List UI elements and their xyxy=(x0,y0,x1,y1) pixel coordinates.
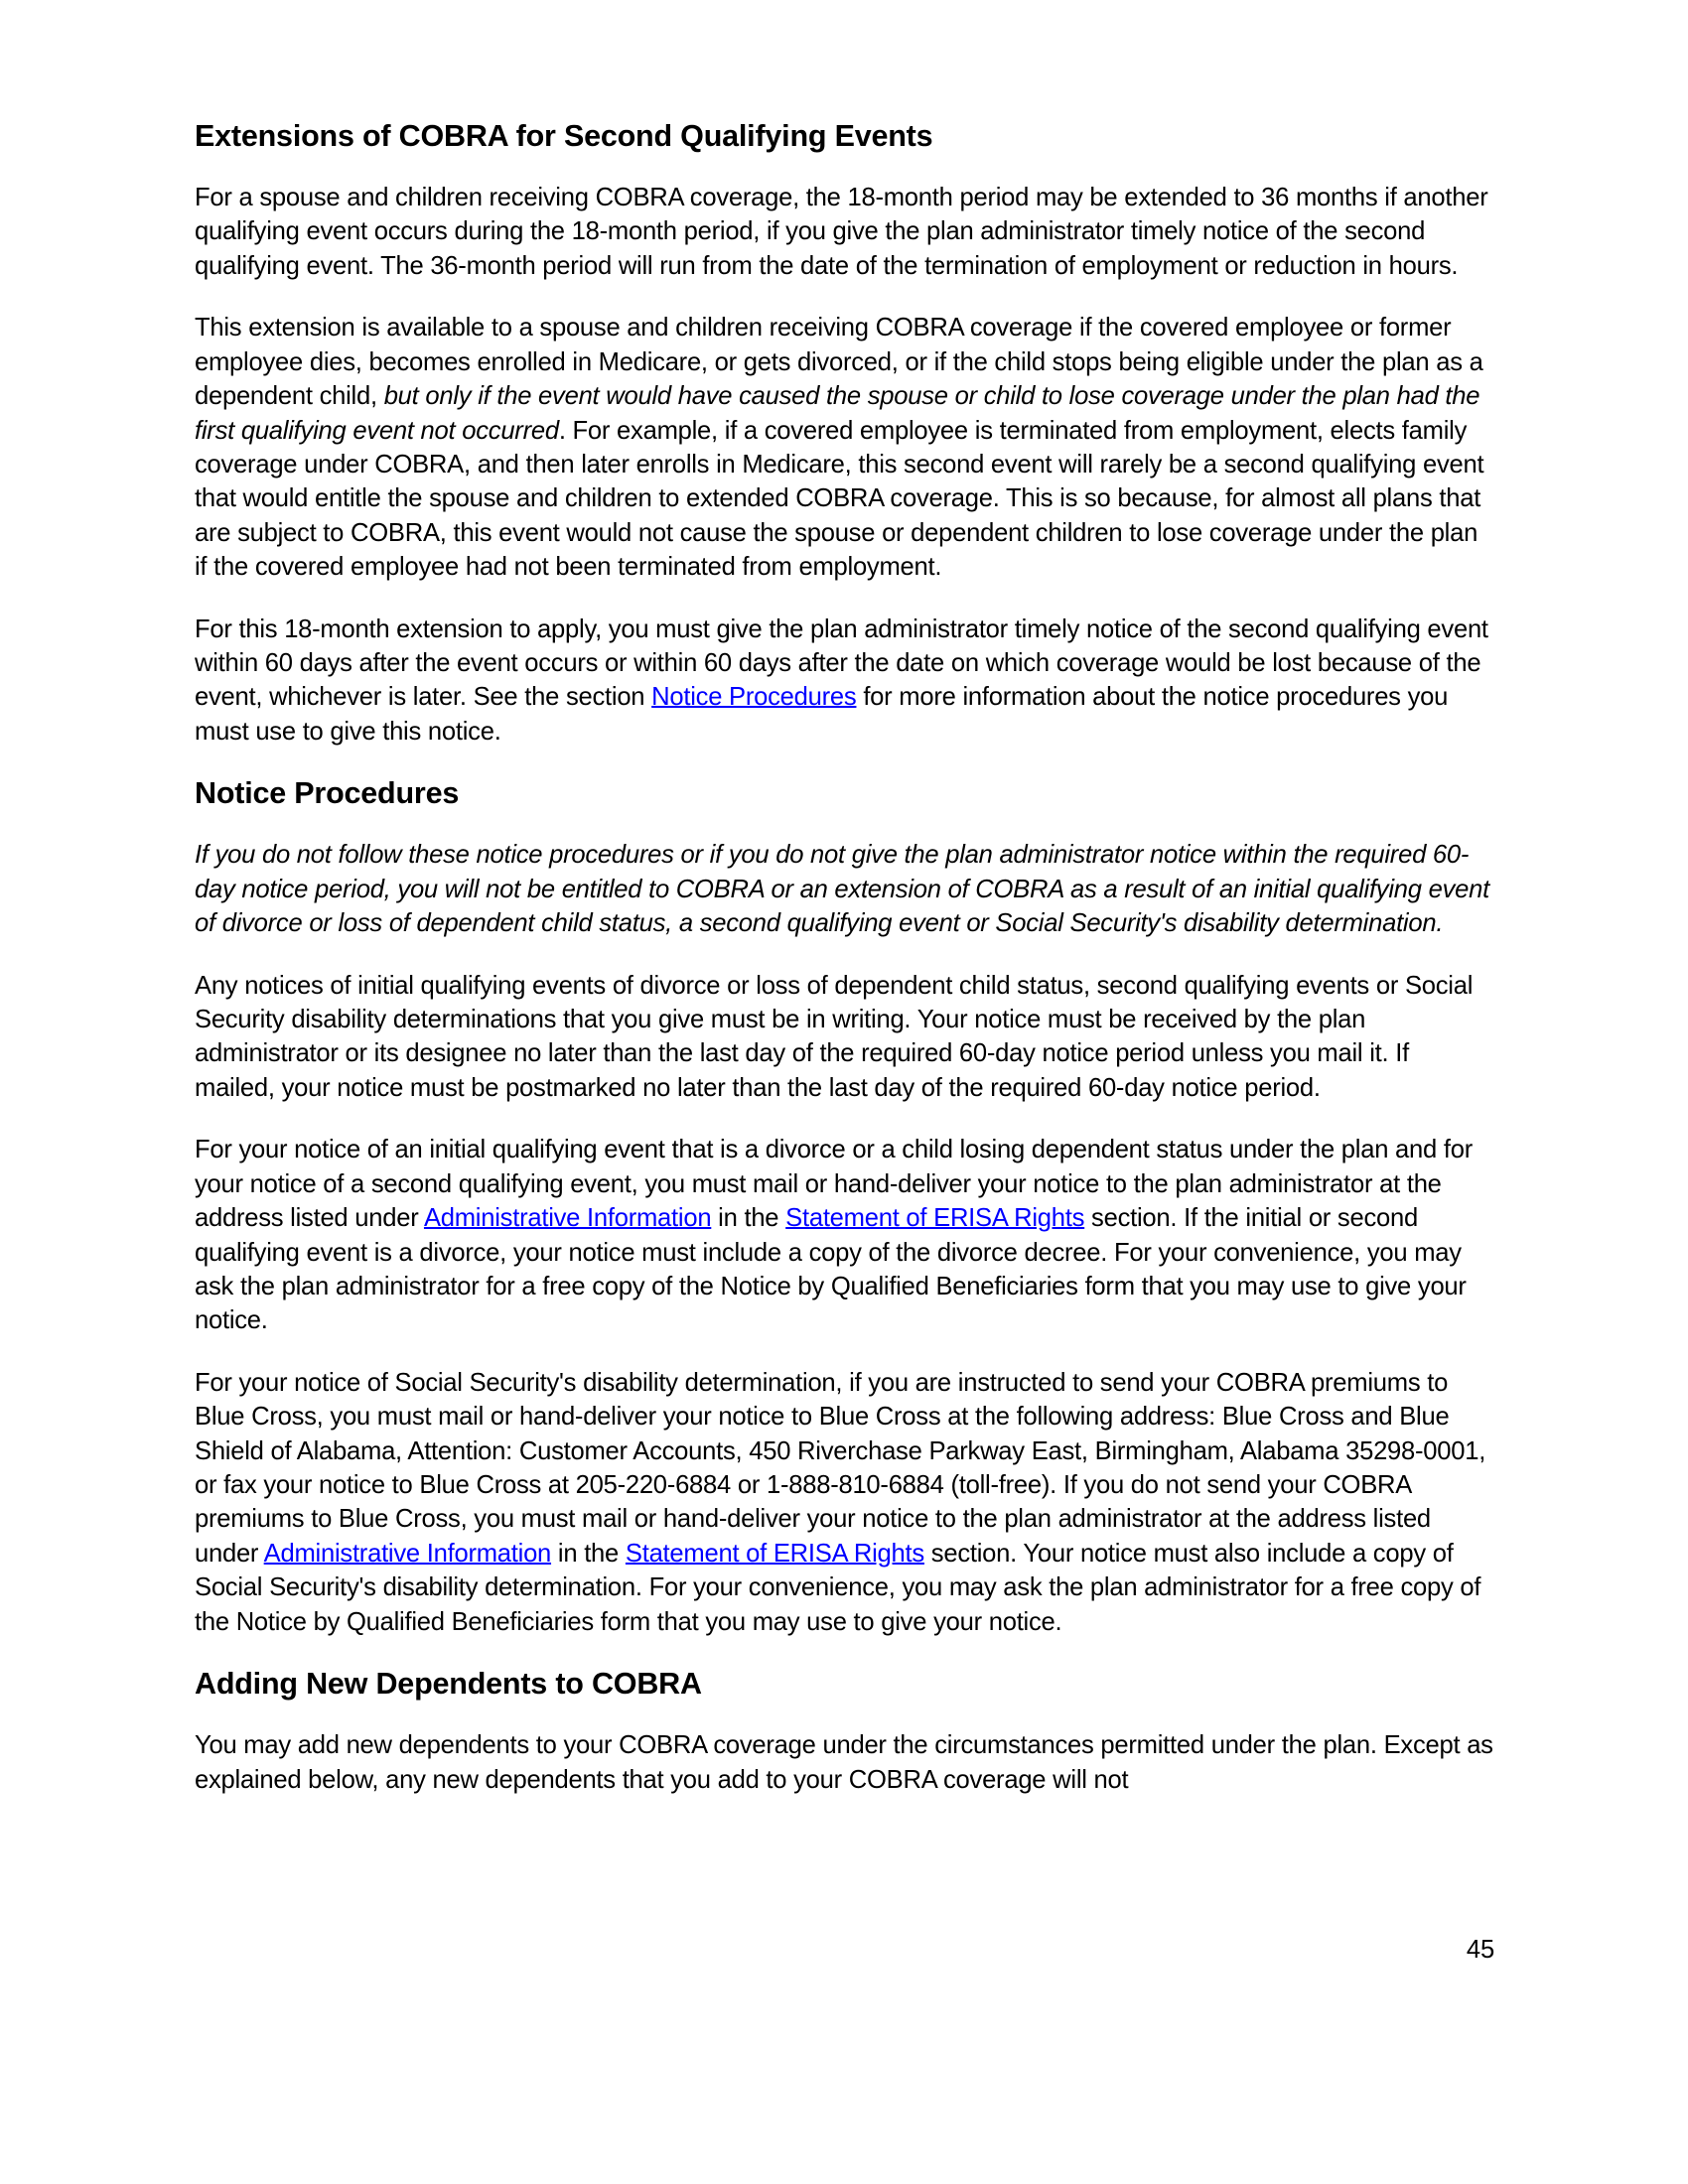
heading-extensions-of-cobra: Extensions of COBRA for Second Qualifying Events xyxy=(195,119,933,153)
paragraph-text-part: For your notice of Social Security's disability determination, if you are instructed to send your COBRA premiums to Blue Cross, you must mail or hand-deliver your notice to Blue Cross at the following address: Blue Cross and Blue Shield of Alabama, Attention: Customer Accounts, 450 Riverchase Parkway East, Birmingham, Alabama 35298-0001, or fax your notice to Blue Cross at 205-220-6884 or 1-888-810-6884 (toll-free). If you do not send your COBRA premiums to Blue Cross, you must mail or hand-deliver your notice to the plan administrator at the address listed under xyxy=(195,1368,1486,1568)
paragraph-text-part: This extension is available to a spouse and children receiving COBRA coverage if the covered employee or former employee dies, becomes enrolled in Medicare, or gets divorced, or if the child stops being eligible under the plan as a dependent child, xyxy=(195,314,1483,411)
paragraph-notice-divorce-dependent xyxy=(195,1133,1495,1338)
paragraph-text-part: section. Your notice must also include a copy of Social Security's disability determination. For your convenience, you may ask the plan administrator for a free copy of the Notice by Qualified Beneficiaries form that you may use to give your notice. xyxy=(195,1539,1481,1636)
paragraph-text-part: section. If the initial or second qualifying event is a divorce, your notice must include a copy of the divorce decree. For your convenience, you may ask the plan administrator for a free copy of the Notice by Qualified Beneficiaries form that you may use to give your notice. xyxy=(195,1204,1467,1335)
emphasis-only-if-event: but only if the event would have caused the spouse or child to lose coverage under the plan had the first qualifying event not occurred xyxy=(195,382,1480,445)
page-number: 45 xyxy=(1466,1936,1494,1964)
link-notice-procedures[interactable]: Notice Procedures xyxy=(651,683,857,712)
paragraph-text-part: in the xyxy=(711,1204,786,1233)
paragraph-text-part: . For example, if a covered employee is terminated from employment, elects family coverage under COBRA, and then later enrolls in Medicare, this second event will rarely be a second qualifying event that would entitle the spouse and children to extended COBRA coverage. This is so because, for almost all plans that are subject to COBRA, this event would not cause the spouse or dependent children to lose coverage under the plan if the covered employee had not been terminated from employment. xyxy=(195,416,1484,582)
paragraph-text-part: for more information about the notice procedures you must use to give this notice. xyxy=(195,683,1449,746)
paragraph-adding-dependents: You may add new dependents to your COBRA coverage under the circumstances permitted under the plan. Except as explained below, any new dependents that you add to your COBRA coverage will not xyxy=(195,1731,1493,1794)
paragraph-social-security-disability-notice xyxy=(195,1366,1495,1639)
paragraph-18-month-extension-notice xyxy=(195,613,1495,750)
paragraph-notices-in-writing: Any notices of initial qualifying events of divorce or loss of dependent child status, second qualifying events or Social Security disability determinations that you give must be in writing. Your notice must be received by the plan administrator or its designee no later than the last day of the required 60-day notice period unless you mail it. If mailed, your notice must be postmarked no later than the last day of the required 60-day notice period. xyxy=(195,971,1474,1102)
heading-adding-new-dependents: Adding New Dependents to COBRA xyxy=(195,1667,702,1702)
link-administrative-information[interactable]: Administrative Information xyxy=(263,1539,552,1568)
heading-notice-procedures: Notice Procedures xyxy=(195,776,460,811)
page-content xyxy=(195,119,1495,1797)
paragraph-extension-availability xyxy=(195,311,1495,584)
paragraph-text-part: For this 18-month extension to apply, you must give the plan administrator timely notice of the second qualifying event within 60 days after the event occurs or within 60 days after the date on which coverage would be lost because of the event, whichever is later. See the section xyxy=(195,614,1488,712)
link-administrative-information[interactable]: Administrative Information xyxy=(423,1204,712,1233)
paragraph-text-part: in the xyxy=(551,1539,626,1568)
paragraph-text-part: For your notice of an initial qualifying event that is a divorce or a child losing dependent status under the plan and for your notice of a second qualifying event, you must mail or hand-deliver your notice to the plan administrator at the address listed under xyxy=(195,1136,1473,1233)
link-statement-of-erisa-rights[interactable]: Statement of ERISA Rights xyxy=(785,1204,1085,1233)
link-statement-of-erisa-rights[interactable]: Statement of ERISA Rights xyxy=(625,1539,924,1568)
paragraph-notice-procedures-warning: If you do not follow these notice procedures or if you do not give the plan administrator notice within the required 60-day notice period, you will not be entitled to COBRA or an extension of COBRA as a result of an initial qualifying event of divorce or loss of dependent child status, a second qualifying event or Social Security's disability determination. xyxy=(195,841,1489,938)
paragraph-extension-36-months: For a spouse and children receiving COBRA coverage, the 18-month period may be extended to 36 months if another qualifying event occurs during the 18-month period, if you give the plan administrator timely notice of the second qualifying event. The 36-month period will run from the date of the termination of employment or reduction in hours. xyxy=(195,183,1488,280)
